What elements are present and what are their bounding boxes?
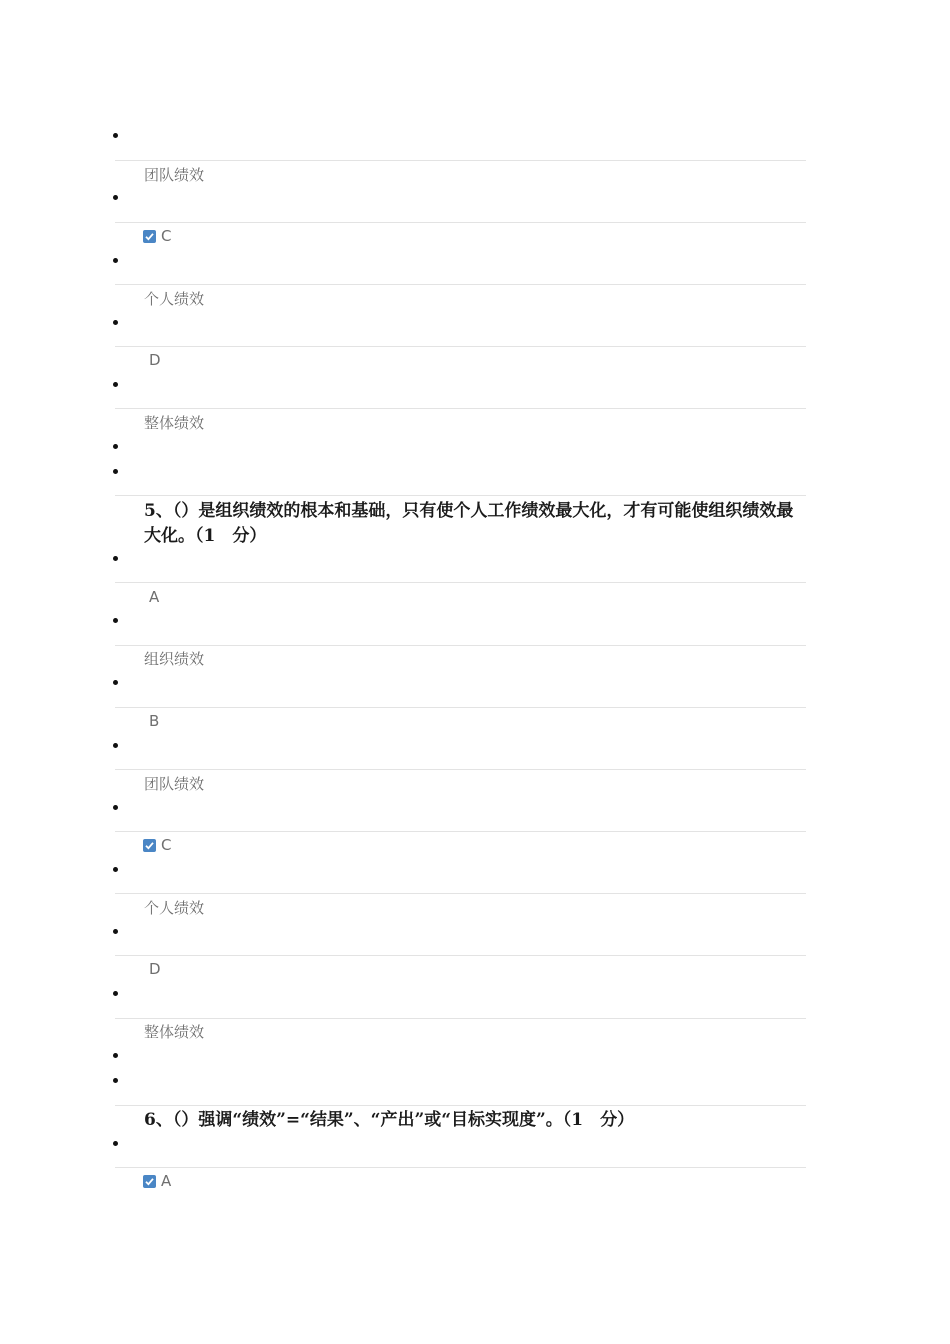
bullet-marker	[113, 381, 121, 389]
checked-checkbox-icon[interactable]	[143, 1175, 156, 1188]
separator-line	[115, 955, 806, 956]
separator-line	[115, 408, 806, 409]
question-text: 6、（）强调“绩效”=“结果”、“产出”或“目标实现度”。（1 分）	[144, 1110, 635, 1130]
bullet-marker	[113, 928, 121, 936]
separator-line	[115, 831, 806, 832]
bullet-marker	[113, 555, 121, 563]
option-letter: A	[149, 588, 160, 606]
separator-line	[115, 160, 806, 161]
bullet-marker	[113, 742, 121, 750]
option-letter: B	[149, 712, 160, 730]
separator-line	[115, 284, 806, 285]
option-text: 整体绩效	[144, 414, 205, 432]
separator-line	[115, 1018, 806, 1019]
bullet-marker	[113, 866, 121, 874]
bullet-marker	[113, 1052, 121, 1060]
option-letter: D	[149, 960, 161, 978]
option-letter: A	[161, 1172, 172, 1190]
separator-line	[115, 582, 806, 583]
option-letter: D	[149, 351, 161, 369]
checked-checkbox-icon[interactable]	[143, 839, 156, 852]
separator-line	[115, 707, 806, 708]
question-text: 5、（）是组织绩效的根本和基础，只有使个人工作绩效最大化，才有可能使组织绩效最大化。（1 分）	[144, 501, 794, 546]
option-text: 个人绩效	[144, 290, 205, 308]
option-text: 组织绩效	[144, 650, 205, 668]
bullet-marker	[113, 319, 121, 327]
bullet-marker	[113, 443, 121, 451]
bullet-marker	[113, 990, 121, 998]
option-text: 个人绩效	[144, 899, 205, 917]
separator-line	[115, 769, 806, 770]
separator-line	[115, 495, 806, 496]
option-letter: C	[161, 227, 172, 245]
separator-line	[115, 222, 806, 223]
bullet-marker	[113, 1140, 121, 1148]
bullet-marker	[113, 679, 121, 687]
option-letter: C	[161, 836, 172, 854]
checked-checkbox-icon[interactable]	[143, 230, 156, 243]
bullet-marker	[113, 132, 121, 140]
separator-line	[115, 346, 806, 347]
separator-line	[115, 1105, 806, 1106]
separator-line	[115, 645, 806, 646]
bullet-marker	[113, 257, 121, 265]
option-text: 整体绩效	[144, 1023, 205, 1041]
bullet-marker	[113, 617, 121, 625]
bullet-marker	[113, 804, 121, 812]
option-text: 团队绩效	[144, 775, 205, 793]
separator-line	[115, 893, 806, 894]
separator-line	[115, 1167, 806, 1168]
bullet-marker	[113, 468, 121, 476]
option-text: 团队绩效	[144, 166, 205, 184]
bullet-marker	[113, 194, 121, 202]
bullet-marker	[113, 1077, 121, 1085]
